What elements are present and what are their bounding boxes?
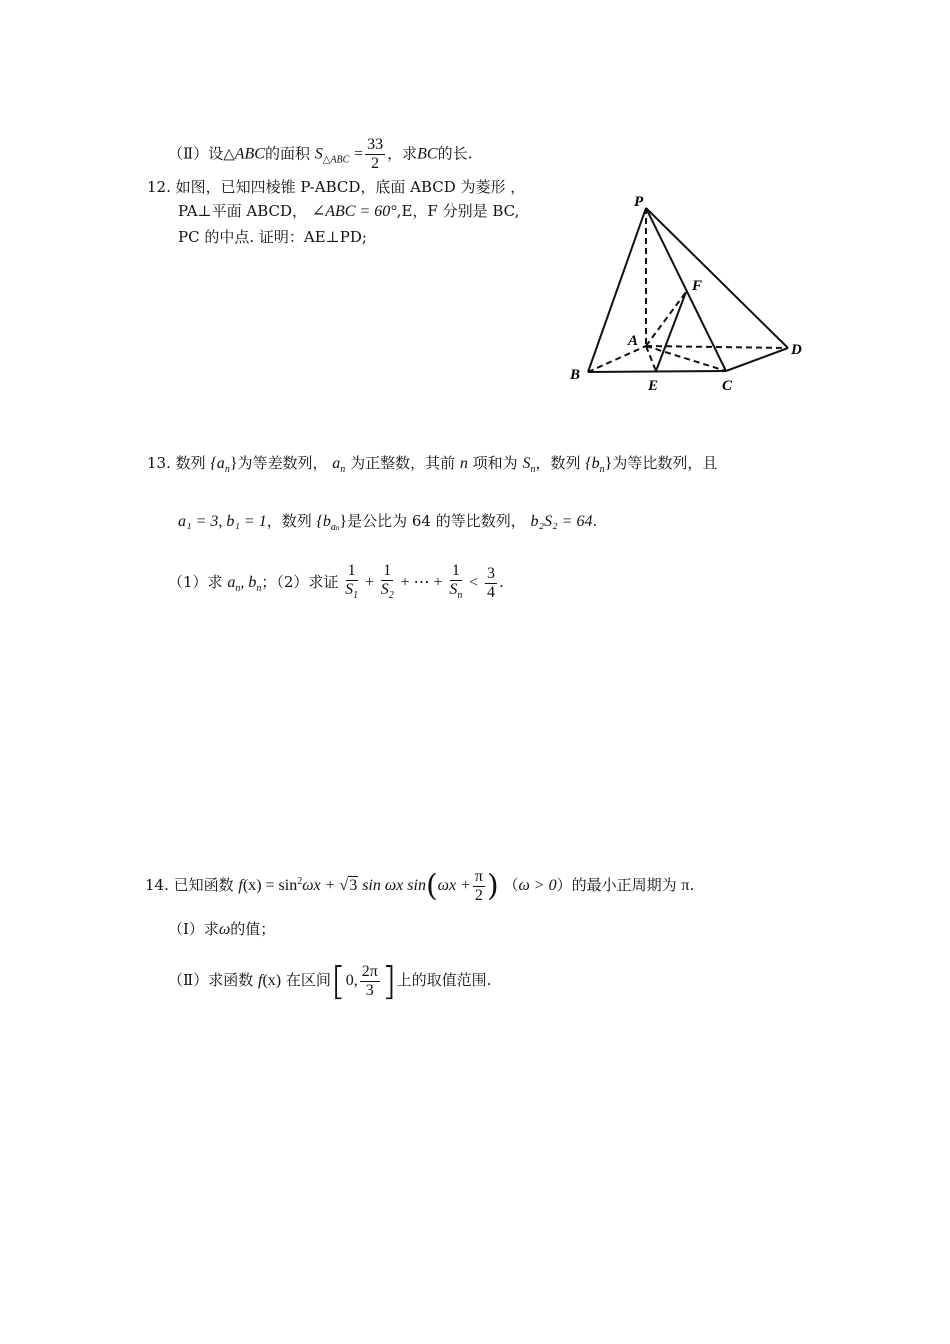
q13-seq-ba-close: } — [339, 513, 348, 530]
q14-pi: π — [474, 867, 483, 885]
q13-p1-b: , b — [240, 574, 257, 591]
q13-sn — [522, 455, 536, 475]
q11-abc: ABC — [234, 145, 265, 163]
q13-seq-ba — [316, 513, 348, 533]
q13-p1-b-sub: n — [256, 583, 262, 594]
q13-fracn-den — [449, 581, 462, 605]
q13-an-a: a — [332, 455, 341, 472]
q11-frac-num: 33 — [367, 136, 384, 153]
q13-fracn-s: S — [449, 580, 458, 598]
q13-plus: + — [364, 574, 374, 591]
q14-part2-end: 上的取值范围. — [396, 971, 492, 989]
q13-frac-n — [449, 562, 462, 605]
label-e: E — [648, 378, 659, 394]
edge-af — [646, 292, 686, 346]
q13-end: . — [498, 573, 504, 591]
q14-root3: 3 — [349, 877, 358, 894]
edge-pd — [646, 208, 788, 348]
q14-part2 — [168, 958, 491, 1003]
q13-line2 — [178, 510, 597, 539]
q14-twopi: 2π — [361, 962, 378, 980]
q11-ask: ，求 — [387, 144, 418, 163]
q12-line2-a: PA⊥平面 ABCD， — [178, 202, 308, 220]
q14-part2-prefix: （Ⅱ）求函数 — [168, 971, 254, 989]
q14-x: (x) — [242, 877, 262, 894]
q13-t5: 为等比数列，且 — [612, 454, 718, 472]
q14-wx: ωx + — [302, 877, 340, 894]
q13-t2: 为正整数，其前 — [350, 454, 456, 472]
q12-line3: PC 的中点. 证明：AE⊥PD; — [178, 228, 367, 246]
label-f: F — [692, 278, 703, 294]
q14-int-open: [ — [330, 959, 346, 1003]
edge-ef — [656, 292, 686, 371]
q14-inner: ωx + — [437, 877, 471, 894]
q14-cond-close: ）的最小正周期为 — [556, 876, 677, 894]
q14-f: f — [238, 877, 243, 894]
q11-fraction — [365, 136, 385, 173]
q14-part2-func — [258, 972, 281, 989]
q14-part1 — [168, 918, 275, 941]
q14-part2-f: f — [257, 972, 263, 989]
q13-t1: 为等差数列， — [237, 454, 328, 472]
q14-three: 3 — [365, 981, 374, 999]
edge-ae — [646, 346, 656, 371]
q11-bc: BC — [417, 145, 438, 163]
q13-frac1-s: S — [345, 580, 354, 598]
q11-eq: = — [354, 145, 364, 163]
q14-part1-prefix: （Ⅰ）求 — [168, 920, 219, 938]
q13-frac-2 — [381, 562, 394, 605]
sqrt-symbol: √3 — [339, 877, 358, 894]
q13-frac2-sub: 2 — [388, 589, 394, 601]
q11-prefix: （Ⅱ）设△ — [168, 144, 235, 163]
q13-frac2-num: 1 — [383, 561, 392, 579]
q14-zero: 0, — [345, 972, 358, 989]
q13-frac1-sub: 1 — [353, 589, 359, 601]
q11-area-text: 的面积 — [264, 144, 310, 163]
q13-cond1: a₁ = 3, b₁ = 1 — [178, 513, 267, 530]
q14-omega: ω — [218, 921, 231, 938]
q12-line1: 12. 如图，已知四棱锥 P-ABCD，底面 ABCD 为菱形 ， — [147, 178, 526, 196]
q14-int-close: ] — [381, 959, 397, 1003]
q13-frac-1 — [345, 562, 358, 605]
q14-frac-2pi3 — [360, 963, 380, 1000]
q13-seq-b — [585, 455, 613, 475]
q13-fracn-sub: n — [457, 589, 463, 601]
q14-eq: = sin — [265, 877, 298, 894]
q12-angle: ∠ABC = 60° — [311, 203, 397, 220]
q14-cond: ω > 0 — [518, 877, 557, 894]
q13-seq-b-sub: n — [599, 464, 605, 475]
q13-p2: ；（2）求证 — [261, 573, 339, 591]
q13-seq-a-text: {a — [210, 455, 225, 472]
q13-dots: + ⋯ + — [400, 574, 443, 591]
q14-func — [238, 867, 499, 904]
q11-s: S — [314, 145, 323, 163]
q12-line2 — [178, 200, 519, 223]
q13-lt: < — [469, 574, 479, 591]
q13-an — [332, 455, 346, 475]
q14-cond-open: （ — [503, 876, 519, 894]
q14-part2-mid: 在区间 — [285, 971, 331, 989]
q13-t3: 项和为 — [472, 454, 518, 472]
q11-frac-den: 2 — [371, 155, 380, 172]
q13-p1-vars — [227, 574, 262, 594]
q11-part2 — [168, 136, 472, 173]
q13-seq-a-sub: n — [224, 464, 230, 475]
q11-ask-end: 的长. — [437, 144, 473, 163]
q13-frac-34 — [485, 565, 497, 602]
q14-part2-x: (x) — [262, 972, 282, 989]
q14-sq: 2 — [297, 876, 303, 887]
q13-num: 13. 数列 — [147, 454, 206, 472]
q14-end: . — [689, 876, 695, 894]
pyramid-figure — [560, 188, 812, 400]
q13-line1 — [147, 452, 717, 481]
edge-cd — [726, 348, 788, 371]
q14-frac-pi2 — [473, 868, 485, 905]
label-c: C — [722, 378, 733, 394]
q13-frac1-den — [345, 581, 358, 605]
q13-frac2-s: S — [380, 580, 389, 598]
label-p: P — [634, 194, 644, 210]
q13-frac1-num: 1 — [347, 561, 356, 579]
q13-t6: ，数列 — [266, 512, 312, 530]
q13-sn-s: S — [522, 455, 531, 472]
q13-fracn-num: 1 — [451, 561, 460, 579]
label-b: B — [570, 367, 581, 383]
q13-line3 — [168, 560, 504, 611]
q13-t7: 是公比为 64 的等比数列， — [347, 512, 526, 530]
q14-paren-open: ( — [425, 868, 438, 904]
q13-t4: ，数列 — [535, 454, 581, 472]
q13-dot: . — [592, 512, 598, 530]
q14-part1-end: 的值； — [230, 920, 276, 938]
q14-two: 2 — [474, 886, 483, 904]
q13-frac34-num: 3 — [486, 564, 495, 582]
q13-p1-a: a — [227, 574, 236, 591]
label-a: A — [628, 333, 639, 349]
q13-seq-b-text: {b — [585, 455, 600, 472]
q14-paren-close: ) — [486, 868, 499, 904]
q12-line2-b: ,E，F 分别是 BC, — [396, 202, 520, 220]
q13-p1: （1）求 — [168, 573, 223, 591]
q13-seq-ba-sub-a: a — [330, 522, 336, 533]
q14-period: π — [681, 877, 690, 894]
q13-frac2-den — [381, 581, 394, 605]
edge-ad — [646, 346, 788, 348]
q13-cond2: b₂S₂ = 64 — [530, 513, 593, 530]
q14-line1 — [145, 860, 694, 908]
q14-num: 14. 已知函数 — [145, 876, 234, 894]
q14-mid: sin ωx sin — [362, 877, 426, 894]
q13-sn-sub: n — [530, 464, 536, 475]
q13-n: n — [459, 455, 468, 472]
q13-seq-b-close: } — [604, 455, 613, 472]
q13-seq-ba-text: {b — [316, 513, 331, 530]
q13-frac34-den: 4 — [486, 583, 495, 601]
q13-seq-a — [210, 455, 238, 475]
q13-an-sub: n — [340, 464, 346, 475]
q11-s-sub: △ABC — [322, 154, 350, 166]
q13-seq-ba-subsub: n — [335, 524, 340, 532]
q13-seq-a-close: } — [229, 455, 238, 472]
q13-p1-a-sub: n — [235, 583, 241, 594]
label-d: D — [791, 342, 802, 358]
